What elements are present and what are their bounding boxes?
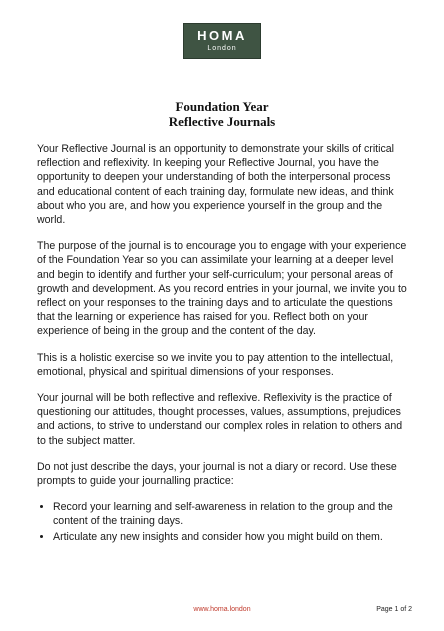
footer-page-number: Page 1 of 2 [376, 606, 412, 613]
logo-sub-text: London [207, 45, 237, 52]
paragraph-purpose: The purpose of the journal is to encourage you to engage with your experience of the Foundation Year so you can assimilate your learning at a deeper level and begin to identify and further your self-curriculum; your personal areas of growth and development. As you record entries in your journal, we invite you to reflect on your responses to the training days and to articulate the questions that the learning or experience has raised for you. Reflect both on your experience of being in the group and the content of the day. [37, 240, 407, 338]
document-title [0, 99, 444, 129]
footer-website-link[interactable]: www.homa.london [193, 606, 251, 613]
prompt-list [37, 500, 409, 544]
paragraph-prompts: Do not just describe the days, your journal is not a diary or record. Use these prompts to guide your journalling practice: [37, 460, 397, 488]
title-line-1: Foundation Year [175, 99, 269, 114]
document-body [37, 142, 409, 545]
paragraph-reflexive: Your journal will be both reflective and reflexive. Reflexivity is the practice of questioning our attitudes, thought processes, values, assumptions, prejudices and actions, to strive to understand our complex roles in relation to others and to the subject matter. [37, 392, 403, 447]
paragraph-holistic: This is a holistic exercise so we invite you to pay attention to the intellectual, emotional, physical and spiritual dimensions of your responses. [37, 351, 394, 378]
logo-main-text: HOMA [197, 28, 247, 43]
list-item: • Articulate any new insights and consider how you might build on them. [53, 530, 409, 544]
list-item: • Record your learning and self-awareness in relation to the group and the content of the training days. [53, 500, 409, 528]
paragraph-intro: Your Reflective Journal is an opportunity to demonstrate your skills of critical reflection and reflexivity. In keeping your Reflective Journal, you have the opportunity to deepen your understanding of both the interpersonal process and educational content of each training day, formulate new ideas, and think about who you are, and how you experience yourself in the group and the world. [37, 143, 395, 227]
title-line-2: Reflective Journals [168, 114, 276, 129]
homa-logo [183, 23, 261, 59]
